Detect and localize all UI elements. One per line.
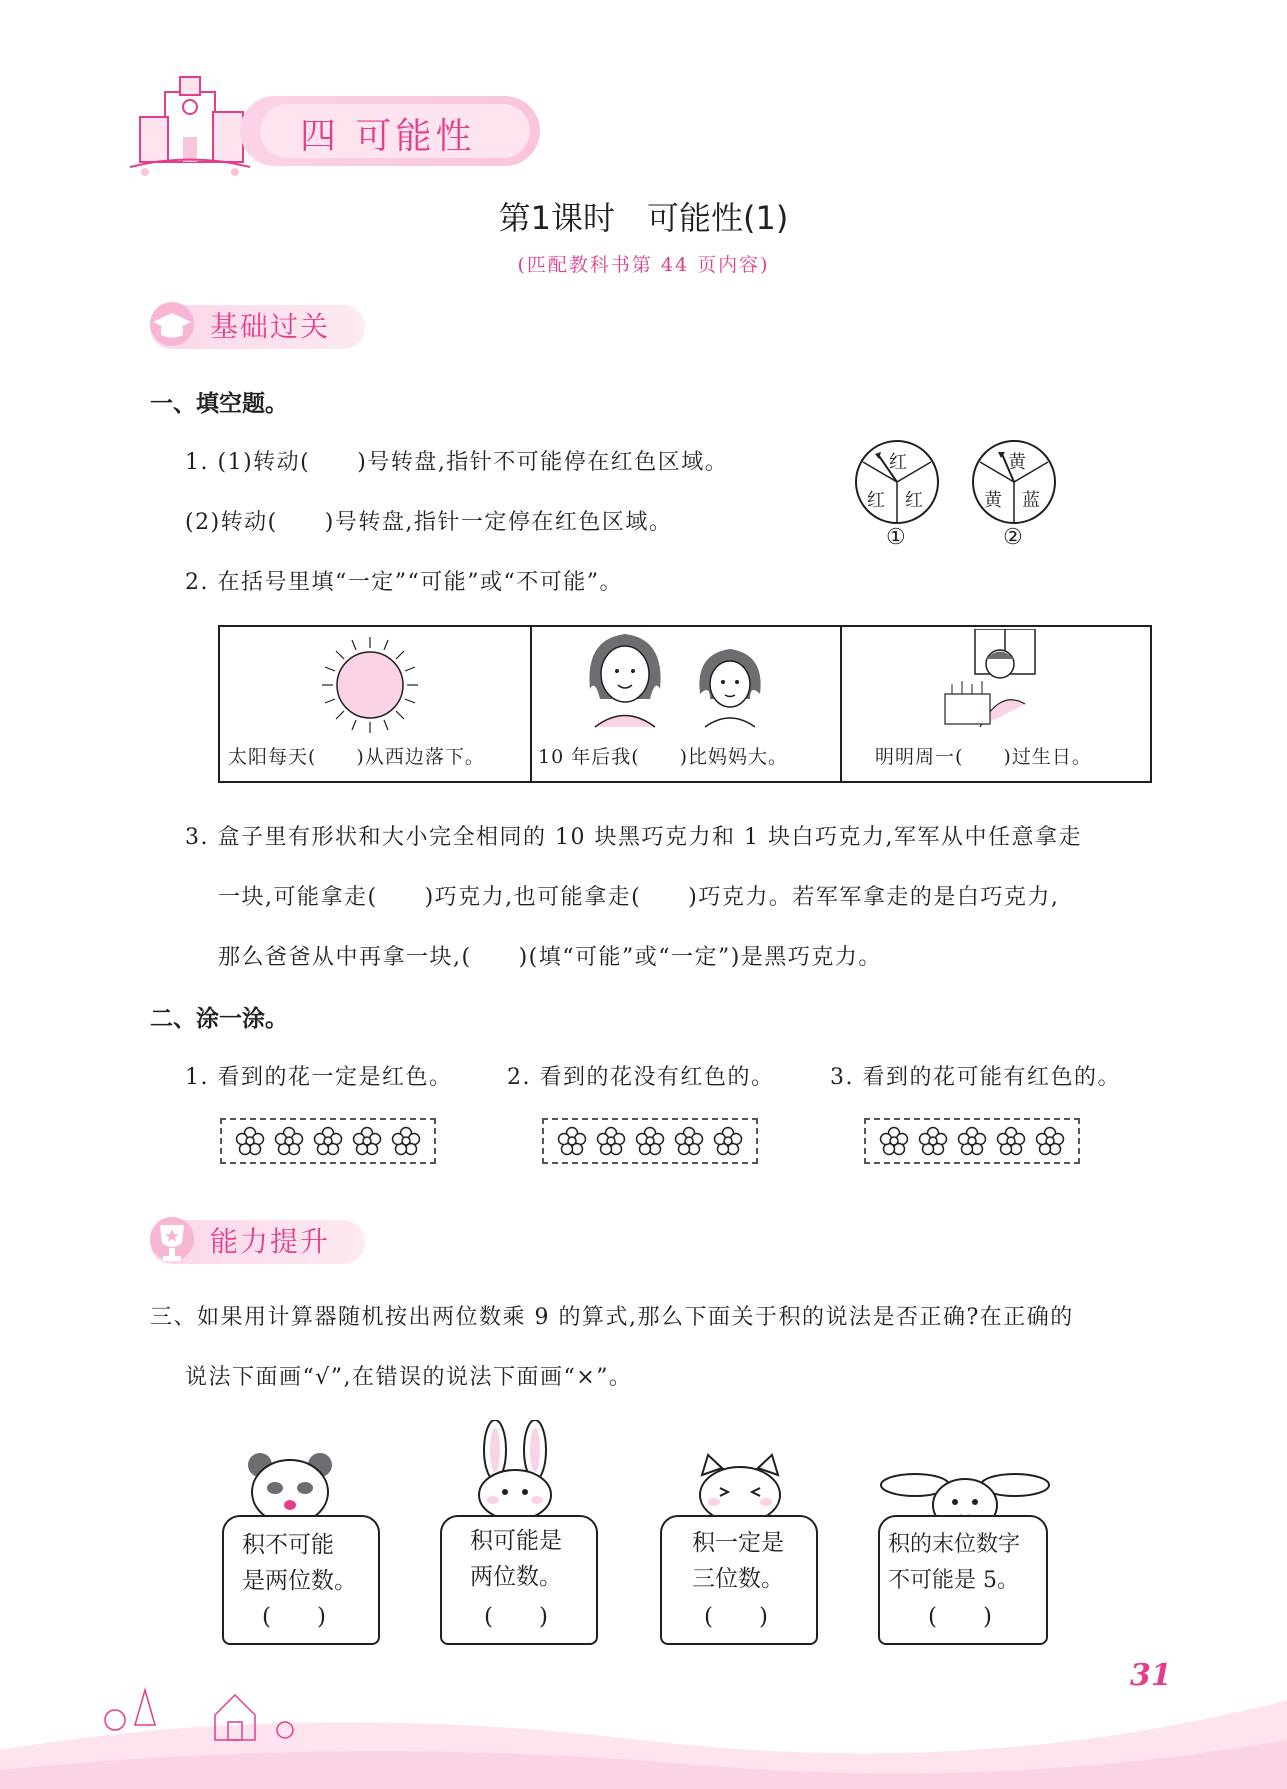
color-item-2: 2. 看到的花没有红色的。 — [507, 1065, 775, 1090]
flower-icon[interactable] — [635, 1126, 665, 1156]
card-1-line-1: 积不可能 — [242, 1532, 334, 1558]
picture-table — [218, 625, 1152, 783]
flower-icon[interactable] — [674, 1126, 704, 1156]
spinner-1-label: ① — [886, 525, 906, 550]
spinner-2-label: ② — [1003, 525, 1023, 550]
color-item-3: 3. 看到的花可能有红色的。 — [830, 1065, 1121, 1090]
card-3-line-2: 三位数。 — [692, 1566, 784, 1592]
part3-line-2: 说法下面画“√”,在错误的说法下面画“×”。 — [185, 1365, 633, 1390]
flower-icon[interactable] — [313, 1126, 343, 1156]
flower-icon[interactable] — [274, 1126, 304, 1156]
question-3-line-2: 一块,可能拿走( )巧克力,也可能拿走( )巧克力。若军军拿走的是白巧克力, — [218, 885, 1060, 910]
question-2: 2. 在括号里填“一定”“可能”或“不可能”。 — [185, 570, 623, 595]
answer-card-4 — [878, 1515, 1048, 1645]
section-label-basic: 基础过关 — [210, 310, 331, 343]
birthday-boy-illustration — [940, 629, 1050, 729]
spinner-1-left: 红 — [867, 490, 885, 511]
chapter-title: 四 可能性 — [300, 116, 476, 157]
table-cell-1: 太阳每天( )从西边落下。 — [228, 746, 485, 768]
part3-line-1: 三、如果用计算器随机按出两位数乘 9 的算式,那么下面关于积的说法是否正确?在正确的 — [150, 1305, 1074, 1330]
footer-wave-decoration — [0, 1640, 1287, 1789]
flower-icon[interactable] — [391, 1126, 421, 1156]
question-1b: (2)转动( )号转盘,指针一定停在红色区域。 — [185, 510, 673, 535]
card-2-answer[interactable]: ( ) — [484, 1604, 548, 1630]
table-divider — [530, 627, 532, 781]
sun-illustration — [320, 635, 420, 735]
flower-box-1[interactable] — [220, 1118, 436, 1164]
flower-icon[interactable] — [879, 1126, 909, 1156]
flower-icon[interactable] — [918, 1126, 948, 1156]
spinner-2-left: 黄 — [984, 490, 1002, 511]
table-cell-2: 10 年后我( )比妈妈大。 — [538, 746, 789, 768]
spinner-2-top: 黄 — [1008, 452, 1026, 473]
answer-card-3 — [660, 1515, 818, 1645]
graduation-cap-icon — [145, 300, 200, 348]
spinner-2-right: 蓝 — [1022, 490, 1040, 511]
flower-icon[interactable] — [1035, 1126, 1065, 1156]
answer-card-2 — [440, 1515, 598, 1645]
flower-icon[interactable] — [235, 1126, 265, 1156]
spinner-1-top: 红 — [889, 452, 907, 473]
spinner-2 — [972, 440, 1056, 524]
spinner-1 — [855, 440, 939, 524]
flower-box-3[interactable] — [864, 1118, 1080, 1164]
spinner-1-right: 红 — [905, 490, 923, 511]
school-building-illustration — [125, 72, 255, 177]
card-3-answer[interactable]: ( ) — [704, 1604, 768, 1630]
question-1a: 1. (1)转动( )号转盘,指针不可能停在红色区域。 — [185, 450, 729, 475]
flower-box-2[interactable] — [542, 1118, 758, 1164]
part1-heading: 一、填空题。 — [150, 391, 288, 417]
trophy-icon — [145, 1215, 200, 1267]
flower-icon[interactable] — [352, 1126, 382, 1156]
flower-icon[interactable] — [996, 1126, 1026, 1156]
cat-illustration — [690, 1450, 790, 1525]
question-3-line-3: 那么爸爸从中再拿一块,( )(填“可能”或“一定”)是黑巧克力。 — [218, 945, 882, 970]
flower-icon[interactable] — [713, 1126, 743, 1156]
flower-icon[interactable] — [557, 1126, 587, 1156]
card-4-line-1: 积的末位数字 — [888, 1532, 1021, 1557]
answer-card-1 — [222, 1515, 380, 1645]
mother-daughter-illustration — [580, 629, 790, 729]
card-3-line-1: 积一定是 — [692, 1530, 784, 1556]
question-3-line-1: 3. 盒子里有形状和大小完全相同的 10 块黑巧克力和 1 块白巧克力,军军从中任意拿走 — [185, 825, 1082, 850]
card-4-line-2: 不可能是 5。 — [888, 1568, 1019, 1593]
table-cell-3: 明明周一( )过生日。 — [875, 746, 1092, 768]
card-1-line-2: 是两位数。 — [242, 1568, 357, 1594]
flower-icon[interactable] — [957, 1126, 987, 1156]
card-2-line-1: 积可能是 — [470, 1528, 562, 1554]
card-1-answer[interactable]: ( ) — [262, 1604, 326, 1630]
lesson-subtitle: (匹配教科书第 44 页内容) — [517, 254, 770, 276]
color-item-1: 1. 看到的花一定是红色。 — [185, 1065, 453, 1090]
panda-illustration — [245, 1450, 335, 1525]
card-2-line-2: 两位数。 — [470, 1564, 562, 1590]
page-number: 31 — [1130, 1658, 1172, 1693]
table-divider — [840, 627, 842, 781]
section-label-advanced: 能力提升 — [210, 1225, 331, 1258]
part2-heading: 二、涂一涂。 — [150, 1006, 288, 1032]
flower-icon[interactable] — [596, 1126, 626, 1156]
card-4-answer[interactable]: ( ) — [928, 1604, 992, 1630]
rabbit-illustration — [465, 1420, 565, 1520]
lesson-title: 第1课时 可能性(1) — [498, 199, 789, 237]
